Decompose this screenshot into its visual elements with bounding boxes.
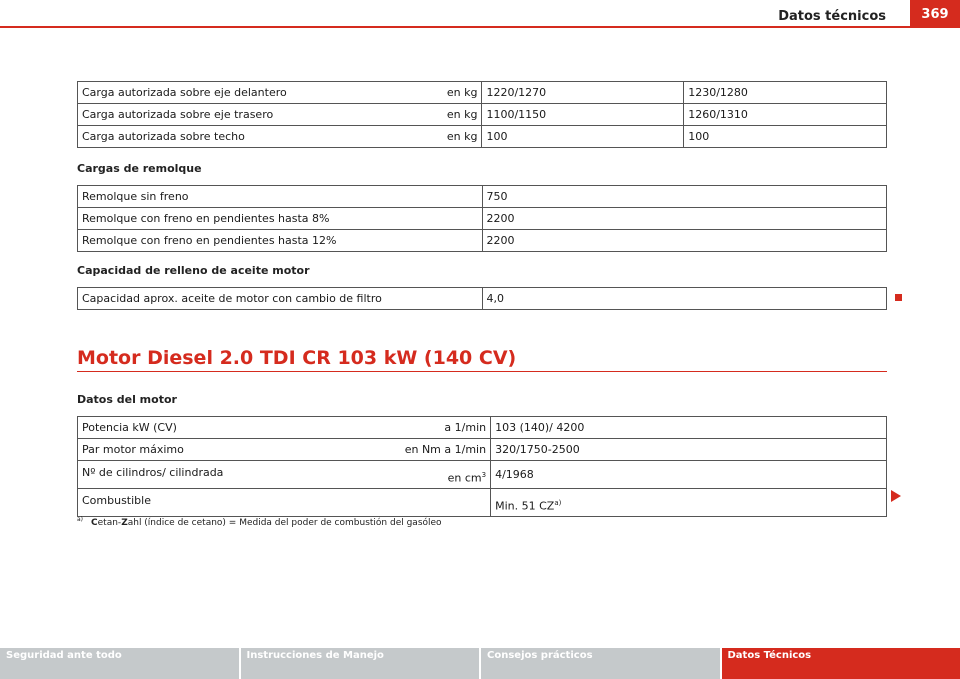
page-title: Datos técnicos (778, 9, 886, 24)
oil-capacity-table (77, 287, 887, 310)
footer-nav (0, 648, 960, 679)
continue-arrow-icon (891, 490, 901, 502)
table-row (78, 288, 887, 310)
footnote-bold-z: Z (121, 518, 128, 528)
oil-heading: Capacidad de relleno de aceite motor (77, 264, 310, 277)
trailer-loads-table (77, 185, 887, 252)
table-row (78, 461, 887, 489)
footnote-bold-c: C (91, 518, 98, 528)
row-label: Nº de cilindros/ cilindrada (78, 461, 401, 489)
table-row (78, 489, 887, 517)
header-rule (0, 26, 910, 28)
footnote-text: ahl (índice de cetano) = Medida del poder de combustión del gasóleo (127, 518, 442, 528)
row-value-cell (491, 489, 887, 517)
row-unit: en kg (407, 104, 482, 126)
row-label: Remolque con freno en pendientes hasta 12% (78, 230, 483, 252)
table-row (78, 186, 887, 208)
row-label: Par motor máximo (78, 439, 401, 461)
row-value: 1260/1310 (684, 104, 887, 126)
engine-data-heading: Datos del motor (77, 393, 177, 406)
unit-superscript: 3 (481, 471, 487, 480)
unit-text: en cm (447, 472, 482, 485)
row-label: Carga autorizada sobre techo (78, 126, 408, 148)
footer-tab-consejos[interactable]: Consejos prácticos (481, 648, 722, 679)
engine-data-table (77, 416, 887, 517)
table-row (78, 104, 887, 126)
row-value: 1100/1150 (482, 104, 684, 126)
row-value: 750 (482, 186, 886, 208)
row-value: 100 (684, 126, 887, 148)
page-header (0, 0, 960, 30)
axle-loads-table (77, 81, 887, 148)
row-unit: a 1/min (401, 417, 491, 439)
section-rule (77, 371, 887, 372)
footer-tab-instrucciones[interactable]: Instrucciones de Manejo (241, 648, 482, 679)
trailer-heading: Cargas de remolque (77, 162, 202, 175)
row-value: 4/1968 (491, 461, 887, 489)
row-value: 2200 (482, 208, 886, 230)
row-label: Remolque con freno en pendientes hasta 8% (78, 208, 483, 230)
table-row (78, 208, 887, 230)
row-label: Combustible (78, 489, 401, 517)
footer-tab-seguridad[interactable]: Seguridad ante todo (0, 648, 241, 679)
row-value: 103 (140)/ 4200 (491, 417, 887, 439)
row-value: 320/1750-2500 (491, 439, 887, 461)
row-unit: en kg (407, 82, 482, 104)
table-row (78, 126, 887, 148)
row-label: Carga autorizada sobre eje trasero (78, 104, 408, 126)
footnote (77, 516, 442, 528)
footnote-mid: etan- (97, 518, 122, 528)
table-row (78, 82, 887, 104)
footnote-reference: a) (554, 499, 562, 508)
value-text: Min. 51 CZ (495, 500, 555, 513)
footnote-mark: a) (77, 516, 84, 523)
row-label: Remolque sin freno (78, 186, 483, 208)
row-unit (401, 489, 491, 517)
footer-tab-datos-tecnicos[interactable]: Datos Técnicos (722, 648, 960, 679)
row-value: 1220/1270 (482, 82, 684, 104)
row-value: 1230/1280 (684, 82, 887, 104)
row-value: 100 (482, 126, 684, 148)
section-end-marker (895, 294, 902, 301)
row-unit: en Nm a 1/min (401, 439, 491, 461)
section-title: Motor Diesel 2.0 TDI CR 103 kW (140 CV) (77, 347, 517, 369)
row-label: Carga autorizada sobre eje delantero (78, 82, 408, 104)
row-unit-cell (401, 461, 491, 489)
row-label: Potencia kW (CV) (78, 417, 401, 439)
table-row (78, 439, 887, 461)
row-unit: en kg (407, 126, 482, 148)
row-value: 4,0 (482, 288, 886, 310)
row-value: 2200 (482, 230, 886, 252)
page-number: 369 (910, 0, 960, 28)
row-label: Capacidad aprox. aceite de motor con cambio de filtro (78, 288, 483, 310)
table-row (78, 230, 887, 252)
table-row (78, 417, 887, 439)
